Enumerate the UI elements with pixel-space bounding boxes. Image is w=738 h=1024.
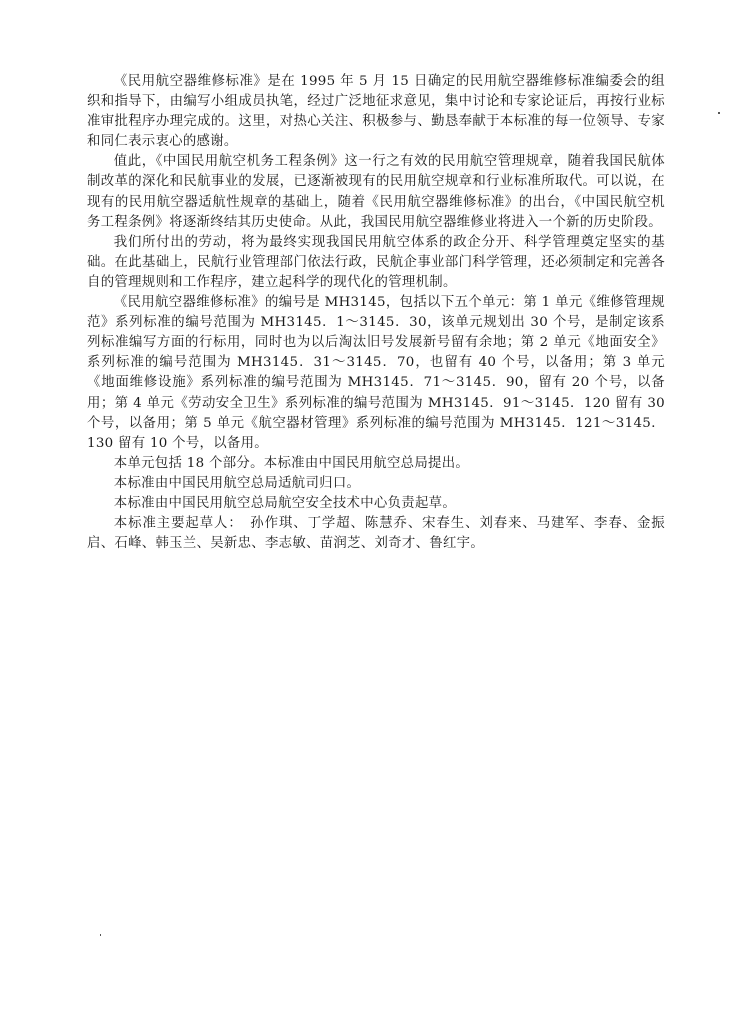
paragraph-management-basis: 我们所付出的劳动，将为最终实现我国民用航空体系的政企分开、科学管理奠定坚实的基础。在此基础上，民航行业管理部门依法行政，民航企事业部门科学管理，还必须制定和完善各自的管理规则和工作程序，建立起科学的现代化的管理机制。: [87, 234, 665, 290]
paragraph-unit-parts: 本单元包括 18 个部分。本标准由中国民用航空总局提出。: [113, 455, 470, 471]
document-body: [87, 72, 665, 554]
paragraph-main-drafters: 本标准主要起草人： 孙作琪、丁学超、陈慧乔、宋春生、刘春来、马建军、李春、金振启、石峰、韩玉兰、吴新忠、李志敏、苗润芝、刘奇才、鲁红宇。: [87, 516, 665, 552]
scan-speck: [718, 112, 720, 114]
paragraph-responsible-department: 本标准由中国民用航空总局适航司归口。: [113, 475, 361, 491]
paragraph-numbering-scheme: 《民用航空器维修标准》的编号是 MH3145，包括以下五个单元：第 1 单元《维修管理规范》系列标准的编号范围为 MH3145．1～3145．30，该单元规划出 30 个号，是制定该系列标准编写方面的行标用，同时也为以后淘汰旧号发展新号留有余地；第 2 单元《地面安全》系列标准的编号范围为 MH3145．31～3145．70，也留有 40 个号，以备用；第 3 单元《地面维修设施》系列标准的编号范围为 MH3145．71～3145．90，留有 20 个号，以备用；第 4 单元《劳动安全卫生》系列标准的编号范围为 MH3145．91～3145．120 留有 30 个号，以备用；第 5 单元《航空器材管理》系列标准的编号范围为 MH3145．121～3145．130 留有 10 个号，以备用。: [87, 295, 665, 451]
paragraph-regulation-history: 值此，《中国民用航空机务工程条例》这一行之有效的民用航空管理规章，随着我国民航体制改革的深化和民航事业的发展，已逐渐被现有的民用航空规章和行业标准所取代。可以说，在现有的民用航空器适航性规章的基础上，随着《民用航空器维修标准》的出台，《中国民航空机务工程条例》将逐渐终结其历史使命。从此，我国民用航空器维修业将进入一个新的历史阶段。: [87, 154, 665, 230]
paragraph-acknowledgement: 《民用航空器维修标准》是在 1995 年 5 月 15 日确定的民用航空器维修标准编委会的组织和指导下，由编写小组成员执笔，经过广泛地征求意见，集中讨论和专家论证后，再按行业标准审批程序办理完成的。这里，对热心关注、积极参与、勤恳奉献于本标准的每一位领导、专家和同仁表示衷心的感谢。: [87, 74, 665, 150]
scan-speck: [100, 934, 101, 936]
paragraph-drafting-organization: 本标准由中国民用航空总局航空安全技术中心负责起草。: [113, 495, 457, 511]
